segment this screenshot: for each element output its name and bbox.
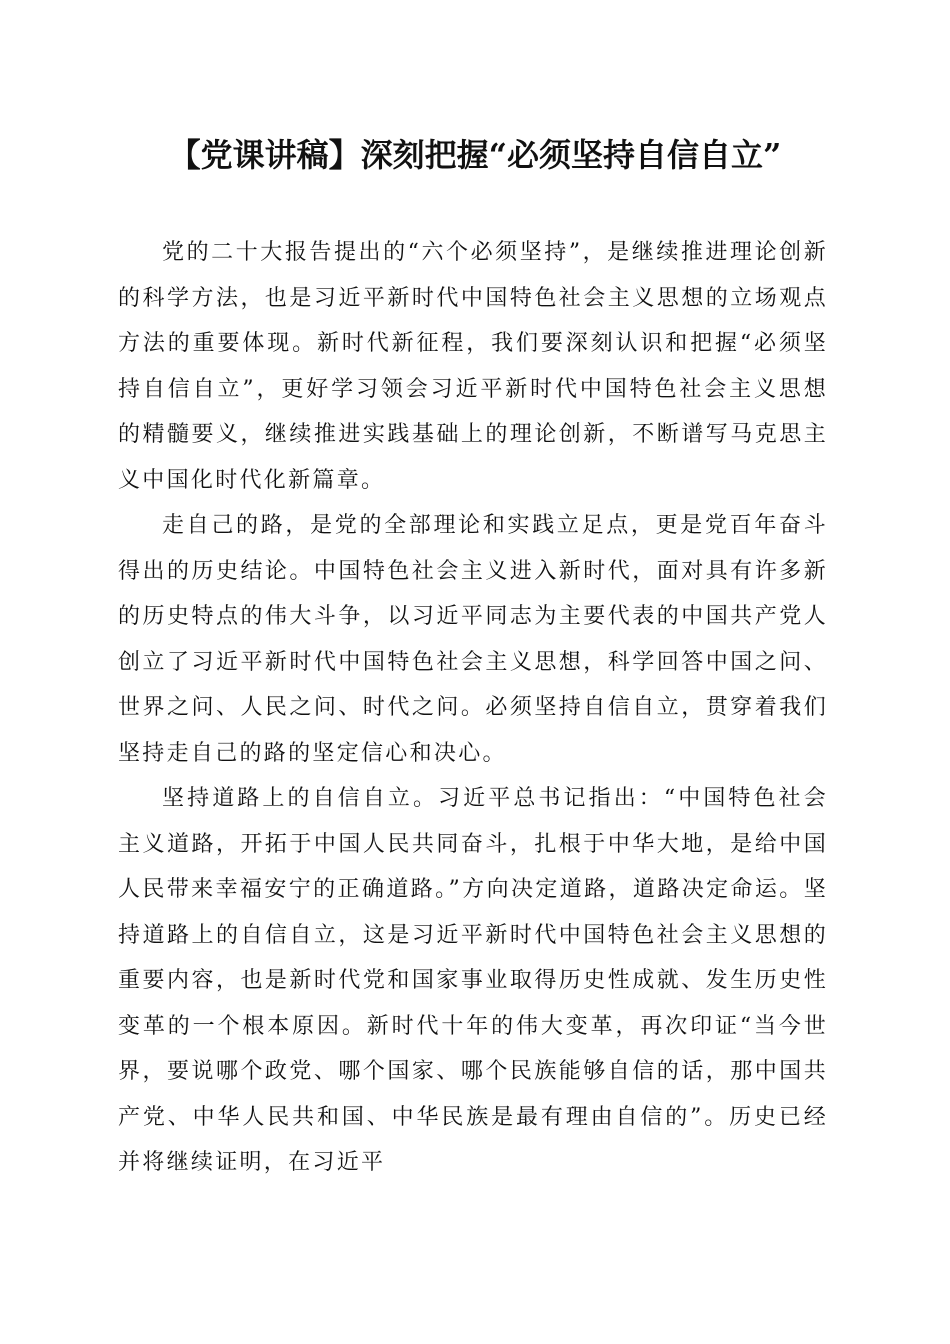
paragraph-2: 走自己的路，是党的全部理论和实践立足点，更是党百年奋斗得出的历史结论。中国特色社会主义进入新时代，面对具有许多新的历史特点的伟大斗争，以习近平同志为主要代表的中国共产党人创立了习近平新时代中国特色社会主义思想，科学回答中国之问、世界之问、人民之问、时代之问。必须坚持自信自立，贯穿着我们坚持走自己的路的坚定信心和决心。 xyxy=(118,513,828,766)
paragraph-3: 坚持道路上的自信自立。习近平总书记指出：“中国特色社会主义道路，开拓于中国人民共同奋斗，扎根于中华大地，是给中国人民带来幸福安宁的正确道路。”方向决定道路，道路决定命运。坚持道路上的自信自立，这是习近平新时代中国特色社会主义思想的重要内容，也是新时代党和国家事业取得历史性成就、发生历史性变革的一个根本原因。新时代十年的伟大变革，再次印证“当今世界，要说哪个政党、哪个国家、哪个民族能够自信的话，那中国共产党、中华人民共和国、中华民族是最有理由自信的”。历史已经并将继续证明，在习近平 xyxy=(118,786,828,1175)
document-title: 【党课讲稿】深刻把握“必须坚持自信自立” xyxy=(168,136,782,174)
paragraph-1: 党的二十大报告提出的“六个必须坚持”，是继续推进理论创新的科学方法，也是习近平新时代中国特色社会主义思想的立场观点方法的重要体现。新时代新征程，我们要深刻认识和把握“必须坚持自信自立”，更好学习领会习近平新时代中国特色社会主义思想的精髓要义，继续推进实践基础上的理论创新，不断谱写马克思主义中国化时代化新篇章。 xyxy=(118,240,828,493)
document-body xyxy=(118,230,828,1186)
